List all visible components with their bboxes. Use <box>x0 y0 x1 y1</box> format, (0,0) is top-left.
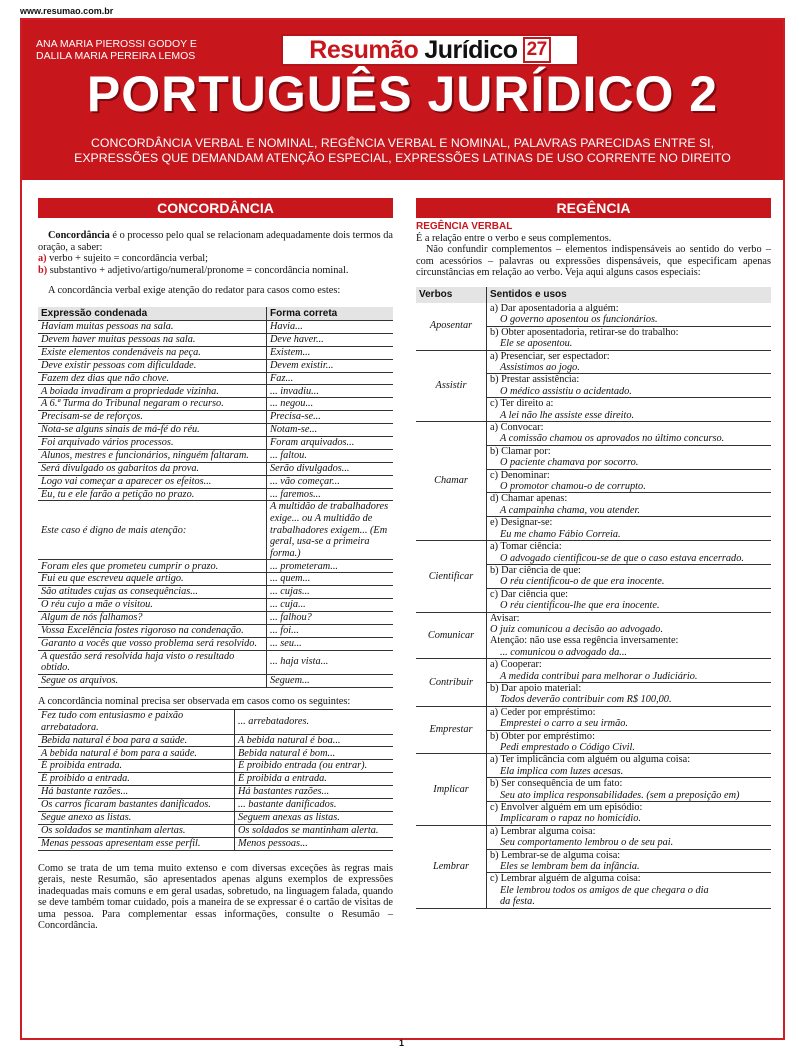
correct-form: Precisa-se... <box>267 411 394 424</box>
table-row <box>38 475 393 488</box>
sense-line: c) Lembrar alguém de alguma coisa: <box>490 873 641 885</box>
sense-cell <box>487 541 772 565</box>
table-row <box>38 488 393 501</box>
sense-cell <box>487 350 772 374</box>
concordancia-intro: Concordância é o processo pelo qual se relacionam adequadamente dois termos da oração, a saber: <box>38 230 393 253</box>
condemned-expression: Segue os arquivos. <box>38 674 267 687</box>
table-row <box>416 541 771 565</box>
table-row <box>38 824 393 837</box>
author-line-2: DALILA MARIA PEREIRA LEMOS <box>36 50 196 62</box>
regencia-line-1: É a relação entre o verbo e seus complementos. <box>416 232 612 244</box>
badge-part1: Resumão <box>309 35 419 64</box>
sense-line: A lei não lhe assiste esse direito. <box>500 409 635 421</box>
table-row <box>416 422 771 446</box>
correct-form: Faz... <box>267 372 394 385</box>
nominal-wrong: É proibida entrada. <box>38 760 235 773</box>
sense-line: A comissão chamou os aprovados no último concurso. <box>500 433 725 445</box>
nominal-right: É proibido entrada (ou entrar). <box>235 760 394 773</box>
correct-form: ... vão começar... <box>267 475 394 488</box>
table-row <box>38 811 393 824</box>
sense-line: Ele se aposentou. <box>500 338 573 350</box>
sense-cell <box>487 706 772 730</box>
sense-line: O médico assistiu o acidentado. <box>500 385 632 397</box>
table-row <box>416 350 771 374</box>
condemned-expression: Foram eles que prometeu cumprir o prazo. <box>38 560 267 573</box>
series-badge <box>281 34 579 66</box>
sense-line: Seu comportamento lembrou o de seu pai. <box>500 837 674 849</box>
condemned-expression: Deve existir pessoas com dificuldade. <box>38 359 267 372</box>
table-row <box>416 303 771 326</box>
nominal-right: É proibida a entrada. <box>235 773 394 786</box>
sense-cell <box>487 445 772 469</box>
sense-cell <box>487 469 772 493</box>
sense-line: Seu ato implica responsabilidades. (sem a preposição em) <box>500 789 740 801</box>
regencia-subheading: REGÊNCIA VERBAL <box>416 221 513 232</box>
condemned-expression: Devem haver muitas pessoas na sala. <box>38 333 267 346</box>
sense-line: A campainha chama, vou atender. <box>500 504 640 516</box>
correct-form: Serão divulgados... <box>267 462 394 475</box>
badge-part2: Jurídico <box>424 35 518 64</box>
section-heading-regencia: REGÊNCIA <box>416 198 771 218</box>
correct-form: ... faremos... <box>267 488 394 501</box>
condemned-expression: A 6.ª Turma do Tribunal negaram o recurso. <box>38 398 267 411</box>
nominal-wrong: Segue anexo as listas. <box>38 811 235 824</box>
correct-form: ... foi... <box>267 624 394 637</box>
sense-line: c) Denominar: <box>490 469 550 481</box>
table-header: Forma correta <box>267 307 394 321</box>
condemned-expression: Será divulgado os gabaritos da prova. <box>38 462 267 475</box>
sense-cell <box>487 588 772 612</box>
sense-line: Pedi emprestado o Código Civil. <box>500 742 635 753</box>
table-row <box>38 501 393 560</box>
nominal-right: Os soldados se mantinham alerta. <box>235 824 394 837</box>
sense-line: b) Prestar assistência: <box>490 374 580 386</box>
verb-cell: Cientificar <box>416 541 487 612</box>
sense-line: d) Chamar apenas: <box>490 493 568 505</box>
table-row <box>38 837 393 850</box>
sense-cell <box>487 754 772 778</box>
sense-cell <box>487 849 772 873</box>
sense-line: O governo aposentou os funcionários. <box>500 314 658 326</box>
sense-cell <box>487 303 772 326</box>
verbal-table <box>38 307 393 688</box>
table-row <box>38 599 393 612</box>
regencia-column <box>416 221 771 909</box>
sense-cell <box>487 825 772 849</box>
table-row <box>38 798 393 811</box>
table-row <box>38 710 393 734</box>
sense-line: Assistimos ao jogo. <box>500 362 580 373</box>
condemned-expression: Vossa Excelência fostes rigoroso na condenação. <box>38 624 267 637</box>
condemned-expression: Existe elementos condenáveis na peça. <box>38 346 267 359</box>
sense-cell <box>487 517 772 541</box>
table-row <box>38 372 393 385</box>
table-row <box>38 449 393 462</box>
verbal-intro: A concordância verbal exige atenção do redator para casos como estes: <box>48 285 341 297</box>
table-row <box>38 650 393 674</box>
condemned-expression: Algum de nós falhamos? <box>38 611 267 624</box>
table-row <box>38 586 393 599</box>
verb-cell: Comunicar <box>416 612 487 659</box>
table-header: Verbos <box>416 287 487 303</box>
table-row <box>38 436 393 449</box>
correct-form: Deve haver... <box>267 333 394 346</box>
table-row <box>38 760 393 773</box>
sense-line: Implicaram o rapaz no homicídio. <box>500 813 642 825</box>
correct-form: ... haja vista... <box>267 650 394 674</box>
table-row <box>38 411 393 424</box>
sense-line: Atenção: não use essa regência inversamente: <box>490 635 679 647</box>
sense-cell <box>487 659 772 683</box>
sense-line: a) Convocar: <box>490 422 544 434</box>
correct-form: ... quem... <box>267 573 394 586</box>
condemned-expression: São atitudes cujas as consequências... <box>38 586 267 599</box>
verb-cell: Chamar <box>416 422 487 541</box>
nominal-table <box>38 709 393 850</box>
sense-cell <box>487 612 772 659</box>
sense-line: a) Tomar ciência: <box>490 541 562 553</box>
correct-form: ... seu... <box>267 637 394 650</box>
page-subtitle <box>22 136 783 166</box>
table-row <box>38 734 393 747</box>
section-heading-concordancia: CONCORDÂNCIA <box>38 198 393 218</box>
correct-form: ... negou... <box>267 398 394 411</box>
sense-line: c) Ter direito a: <box>490 398 554 410</box>
nominal-wrong: Bebida natural é boa para a saúde. <box>38 734 235 747</box>
sense-cell <box>487 564 772 588</box>
table-header: Expressão condenada <box>38 307 267 321</box>
sense-line: Ela implica com luzes acesas. <box>500 765 624 777</box>
correct-form: Notam-se... <box>267 424 394 437</box>
nominal-wrong: A bebida natural é bom para a saúde. <box>38 747 235 760</box>
verb-cell: Contribuir <box>416 659 487 707</box>
condemned-expression: Alunos, mestres e funcionários, ninguém faltaram. <box>38 449 267 462</box>
sense-line: b) Obter aposentadoria, retirar-se do trabalho: <box>490 326 679 338</box>
subtitle-line-1: CONCORDÂNCIA VERBAL E NOMINAL, REGÊNCIA VERBAL E NOMINAL, PALAVRAS PARECIDAS ENTRE SI, <box>91 136 714 150</box>
table-row <box>38 398 393 411</box>
sense-line: a) Lembrar alguma coisa: <box>490 825 596 837</box>
correct-form: ... invadiu... <box>267 385 394 398</box>
condemned-expression: Eu, tu e ele farão a petição no prazo. <box>38 488 267 501</box>
correct-form: A multidão de trabalhadores exige... ou A multidão de trabalhadores exigem... (Em geral, usa-se a primeira forma.) <box>267 501 394 560</box>
table-header: Sentidos e usos <box>487 287 772 303</box>
header-banner <box>22 20 783 180</box>
nominal-right: Menos pessoas... <box>235 837 394 850</box>
sense-line: O paciente chamava por socorro. <box>500 457 639 469</box>
nominal-right: ... bastante danificados. <box>235 798 394 811</box>
nominal-intro: A concordância nominal precisa ser observada em casos como os seguintes: <box>38 695 351 707</box>
sense-line: da festa. <box>500 896 535 908</box>
sense-line: b) Ser consequência de um fato: <box>490 778 623 790</box>
list-item-a: a) verbo + sujeito = concordância verbal; <box>38 253 209 265</box>
sense-cell <box>487 374 772 398</box>
authors <box>36 38 197 62</box>
nominal-right: ... arrebatadores. <box>235 710 394 734</box>
condemned-expression: Foi arquivado vários processos. <box>38 436 267 449</box>
sense-line: O promotor chamou-o de corrupto. <box>500 481 646 493</box>
correct-form: Havia... <box>267 320 394 333</box>
subtitle-line-2: EXPRESSÕES QUE DEMANDAM ATENÇÃO ESPECIAL, EXPRESSÕES LATINAS DE USO CORRENTE NO DIREITO <box>74 151 731 165</box>
condemned-expression: A boiada invadiram a propriedade vizinha. <box>38 385 267 398</box>
nominal-wrong: Há bastante razões... <box>38 786 235 799</box>
sense-line: O juiz comunicou a decisão ao advogado. <box>490 623 664 635</box>
sense-cell <box>487 873 772 908</box>
correct-form: ... faltou. <box>267 449 394 462</box>
sense-line: Avisar: <box>490 612 520 624</box>
sense-line: e) Designar-se: <box>490 517 553 529</box>
condemned-expression: Logo vai começar a aparecer os efeitos... <box>38 475 267 488</box>
condemned-expression: Garanto a vocês que vosso problema será resolvido. <box>38 637 267 650</box>
table-row <box>38 560 393 573</box>
table-row <box>38 573 393 586</box>
table-row <box>38 786 393 799</box>
sense-line: a) Ter implicância com alguém ou alguma coisa: <box>490 754 691 766</box>
author-line-1: ANA MARIA PIEROSSI GODOY E <box>36 38 197 50</box>
table-row <box>38 747 393 760</box>
sense-line: Eu me chamo Fábio Correia. <box>500 528 621 540</box>
correct-form: Existem... <box>267 346 394 359</box>
verb-cell: Lembrar <box>416 825 487 908</box>
correct-form: ... prometeram... <box>267 560 394 573</box>
table-row <box>38 346 393 359</box>
table-row <box>416 612 771 659</box>
page-title: PORTUGUÊS JURÍDICO 2 <box>86 66 719 122</box>
regencia-table <box>416 287 771 909</box>
sense-cell <box>487 493 772 517</box>
condemned-expression: Precisam-se de reforços. <box>38 411 267 424</box>
sense-line: O advogado cientificou-se de que o caso estava encerrado. <box>500 552 744 564</box>
sense-cell <box>487 778 772 802</box>
correct-form: ... cuja... <box>267 599 394 612</box>
verb-cell: Emprestar <box>416 706 487 754</box>
verb-cell: Implicar <box>416 754 487 825</box>
table-row <box>38 320 393 333</box>
sense-line: c) Envolver alguém em um episódio: <box>490 802 643 814</box>
sense-cell <box>487 398 772 422</box>
correct-form: ... cujas... <box>267 586 394 599</box>
table-row <box>38 385 393 398</box>
table-row <box>38 424 393 437</box>
table-row <box>38 333 393 346</box>
sense-line: O réu cientificou-o de que era inocente. <box>500 576 665 588</box>
correct-form: ... falhou? <box>267 611 394 624</box>
table-row <box>38 359 393 372</box>
nominal-right: Há bastantes razões... <box>235 786 394 799</box>
table-row <box>38 624 393 637</box>
regencia-line-2: Não confundir complementos – elementos indispensáveis ao sentido do verbo – com acessórios – palavras ou expressões dispensáveis, que especificam apenas circunstâncias em relação ao verbo. Veja aqui alguns casos especiais: <box>416 244 771 279</box>
condemned-expression: A questão será resolvida haja visto o resultado obtido. <box>38 650 267 674</box>
page-number: 1 <box>399 1038 405 1048</box>
sense-line: a) Ceder por empréstimo: <box>490 706 596 718</box>
table-row <box>38 674 393 687</box>
sense-cell <box>487 682 772 706</box>
table-row <box>416 825 771 849</box>
sense-line: Eles se lembram bem da infância. <box>500 861 640 873</box>
sense-line: Emprestei o carro a seu irmão. <box>500 718 628 730</box>
table-row <box>38 611 393 624</box>
sense-line: b) Obter por empréstimo: <box>490 730 595 742</box>
site-url[interactable]: www.resumao.com.br <box>20 6 114 16</box>
badge-number: 27 <box>523 37 551 63</box>
sense-line: b) Clamar por: <box>490 445 551 457</box>
sense-cell <box>487 422 772 446</box>
sense-line: A medida contribui para melhorar o Judiciário. <box>500 670 698 682</box>
condemned-expression: Haviam muitas pessoas na sala. <box>38 320 267 333</box>
sense-line: c) Dar ciência que: <box>490 588 569 600</box>
nominal-right: Bebida natural é bom... <box>235 747 394 760</box>
table-row <box>416 754 771 778</box>
condemned-expression: Fazem dez dias que não chove. <box>38 372 267 385</box>
nominal-right: A bebida natural é boa... <box>235 734 394 747</box>
concordancia-column <box>38 230 393 932</box>
sense-cell <box>487 802 772 826</box>
sense-line: a) Dar aposentadoria a alguém: <box>490 302 619 314</box>
condemned-expression: Este caso é digno de mais atenção: <box>38 501 267 560</box>
closing-paragraph: Como se trata de um tema muito extenso e com diversas exceções às regras mais gerais, neste Resumão, são apresentados apenas alguns exemplos de expressões inadequadas mais comuns e em geral usadas, sobretudo, na linguagem falada, quando se deve também tomar cuidado, pois a maneira de se expressar é o cartão de visitas de uma pessoa. Para complementar essas informações, consulte o Resumão – Concordância. <box>38 862 393 932</box>
nominal-wrong: Os carros ficaram bastantes danificados. <box>38 798 235 811</box>
correct-form: Seguem... <box>267 674 394 687</box>
condemned-expression: Nota-se alguns sinais de má-fé do réu. <box>38 424 267 437</box>
nominal-wrong: Menas pessoas apresentam esse perfil. <box>38 837 235 850</box>
sense-line: O réu cientificou-lhe que era inocente. <box>500 600 660 612</box>
table-row <box>416 706 771 730</box>
nominal-wrong: É proibido a entrada. <box>38 773 235 786</box>
table-row <box>38 773 393 786</box>
sense-line: b) Lembrar-se de alguma coisa: <box>490 849 621 861</box>
condemned-expression: Fui eu que escreveu aquele artigo. <box>38 573 267 586</box>
sense-line: ... comunicou o advogado da... <box>500 646 627 658</box>
sense-line: b) Dar ciência de que: <box>490 564 581 576</box>
sense-cell <box>487 730 772 754</box>
table-row <box>38 637 393 650</box>
sense-line: a) Presenciar, ser espectador: <box>490 350 610 362</box>
list-item-b: b) substantivo + adjetivo/artigo/numeral/pronome = concordância nominal. <box>38 264 349 276</box>
correct-form: Foram arquivados... <box>267 436 394 449</box>
sense-cell <box>487 326 772 350</box>
nominal-wrong: Fez tudo com entusiasmo e paixão arrebatadora. <box>38 710 235 734</box>
sense-line: Ele lembrou todos os amigos de que chegara o dia <box>500 884 709 896</box>
correct-form: Devem existir... <box>267 359 394 372</box>
nominal-wrong: Os soldados se mantinham alertas. <box>38 824 235 837</box>
table-row <box>416 659 771 683</box>
table-row <box>38 462 393 475</box>
verb-cell: Assistir <box>416 350 487 421</box>
sense-line: Todos deverão contribuir com R$ 100,00. <box>500 694 672 706</box>
sense-line: b) Dar apoio material: <box>490 682 582 694</box>
nominal-right: Seguem anexas as listas. <box>235 811 394 824</box>
sense-line: a) Cooperar: <box>490 659 542 671</box>
condemned-expression: O réu cujo a mãe o visitou. <box>38 599 267 612</box>
verb-cell: Aposentar <box>416 303 487 350</box>
